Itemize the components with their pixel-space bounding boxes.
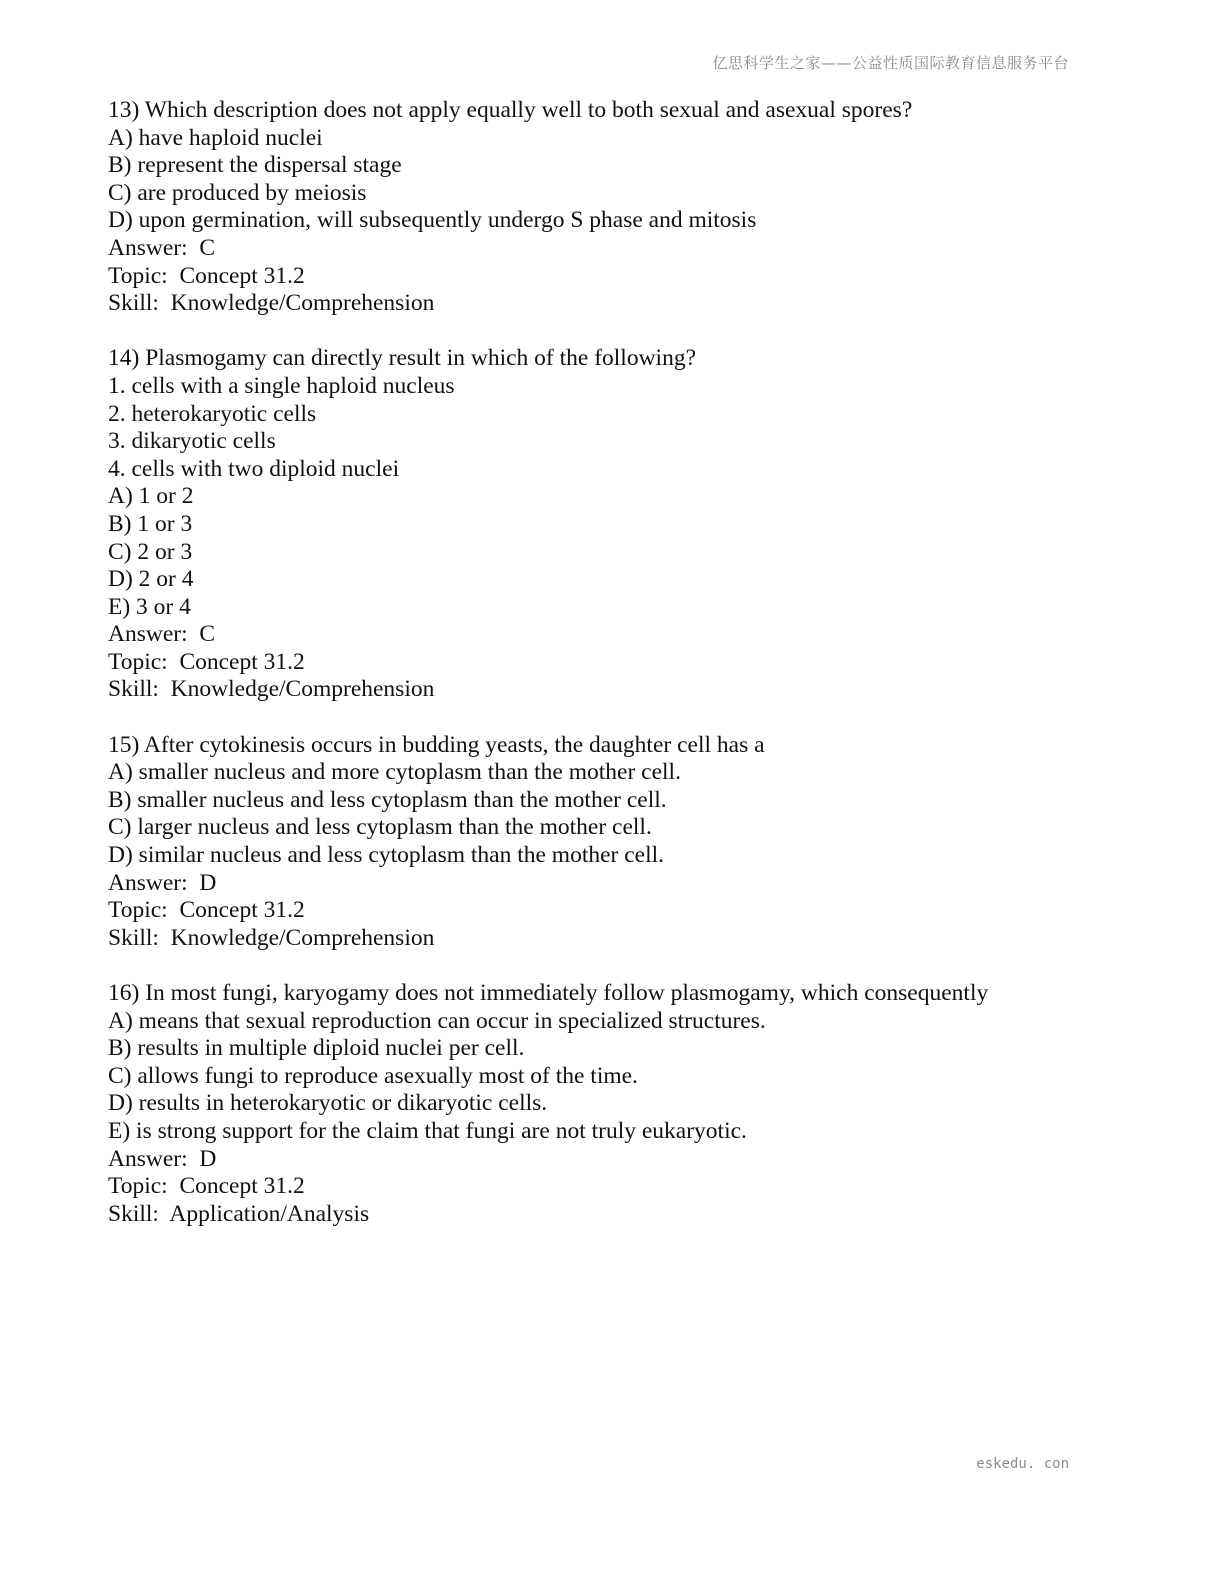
question-16-option-c: C) allows fungi to reproduce asexually most of the time. bbox=[108, 1062, 638, 1089]
question-14 bbox=[108, 345, 1108, 704]
question-14-option-e: E) 3 or 4 bbox=[108, 593, 191, 620]
question-14-option-a: A) 1 or 2 bbox=[108, 483, 194, 510]
question-13-option-c: C) are produced by meiosis bbox=[108, 179, 367, 206]
header-watermark: 亿思科学生之家——公益性质国际教育信息服务平台 bbox=[712, 54, 1069, 72]
question-13 bbox=[108, 97, 1108, 318]
question-15-option-b: B) smaller nucleus and less cytoplasm than the mother cell. bbox=[108, 786, 667, 813]
question-14-item-3: 3. dikaryotic cells bbox=[108, 428, 276, 455]
question-15-option-c: C) larger nucleus and less cytoplasm than the mother cell. bbox=[108, 814, 652, 841]
question-14-item-1: 1. cells with a single haploid nucleus bbox=[108, 372, 455, 399]
footer-watermark: eskedu. con bbox=[976, 1456, 1069, 1472]
question-15-skill: Skill: Knowledge/Comprehension bbox=[108, 924, 435, 951]
question-list bbox=[108, 97, 1108, 1256]
question-16-option-b: B) results in multiple diploid nuclei per cell. bbox=[108, 1035, 525, 1062]
question-14-item-4: 4. cells with two diploid nuclei bbox=[108, 455, 400, 482]
question-14-skill: Skill: Knowledge/Comprehension bbox=[108, 676, 435, 703]
question-16-stem: 16) In most fungi, karyogamy does not immediately follow plasmogamy, which consequently bbox=[108, 980, 989, 1006]
question-14-option-c: C) 2 or 3 bbox=[108, 538, 193, 565]
question-16-answer: Answer: D bbox=[108, 1145, 217, 1172]
question-16-option-e: E) is strong support for the claim that fungi are not truly eukaryotic. bbox=[108, 1117, 747, 1144]
question-13-option-d: D) upon germination, will subsequently undergo S phase and mitosis bbox=[108, 207, 757, 234]
question-16-option-d: D) results in heterokaryotic or dikaryotic cells. bbox=[108, 1090, 548, 1117]
question-13-option-b: B) represent the dispersal stage bbox=[108, 152, 402, 179]
question-13-topic: Topic: Concept 31.2 bbox=[108, 262, 305, 289]
question-16-topic: Topic: Concept 31.2 bbox=[108, 1173, 305, 1200]
question-14-item-2: 2. heterokaryotic cells bbox=[108, 400, 317, 427]
question-14-answer: Answer: C bbox=[108, 621, 216, 648]
question-15 bbox=[108, 732, 1108, 953]
question-14-option-b: B) 1 or 3 bbox=[108, 510, 193, 537]
question-16-skill: Skill: Application/Analysis bbox=[108, 1200, 370, 1227]
question-16-option-a: A) means that sexual reproduction can occur in specialized structures. bbox=[108, 1007, 766, 1034]
question-15-answer: Answer: D bbox=[108, 869, 217, 896]
question-14-option-d: D) 2 or 4 bbox=[108, 566, 194, 593]
question-16 bbox=[108, 980, 1108, 1228]
question-13-stem: 13) Which description does not apply equally well to both sexual and asexual spores? bbox=[108, 97, 913, 123]
question-13-skill: Skill: Knowledge/Comprehension bbox=[108, 290, 435, 317]
question-13-option-a: A) have haploid nuclei bbox=[108, 124, 323, 151]
question-15-stem: 15) After cytokinesis occurs in budding yeasts, the daughter cell has a bbox=[108, 731, 765, 758]
question-15-option-a: A) smaller nucleus and more cytoplasm than the mother cell. bbox=[108, 759, 681, 786]
question-15-topic: Topic: Concept 31.2 bbox=[108, 897, 305, 924]
question-15-option-d: D) similar nucleus and less cytoplasm than the mother cell. bbox=[108, 842, 665, 869]
question-13-answer: Answer: C bbox=[108, 234, 216, 261]
question-14-topic: Topic: Concept 31.2 bbox=[108, 648, 305, 675]
question-14-stem: 14) Plasmogamy can directly result in which of the following? bbox=[108, 345, 697, 372]
